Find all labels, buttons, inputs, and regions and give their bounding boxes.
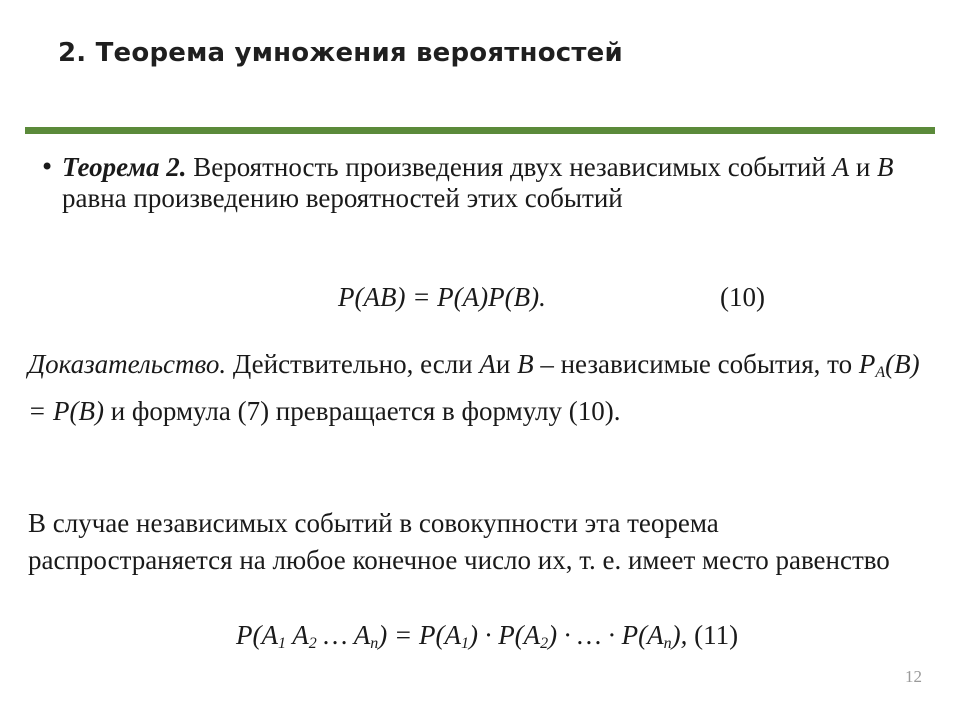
- f11-end: ),: [671, 620, 688, 650]
- proof-formula-p: P: [858, 349, 876, 379]
- formula-11-expression: [236, 620, 687, 650]
- generalization-paragraph: В случае независимых событий в совокупности эта теорема распространяется на любое конечное число их, т. е. имеет место равенство: [28, 508, 890, 575]
- theorem-text: [62, 152, 920, 214]
- f11-a2: A: [285, 620, 309, 650]
- proof-label: Доказательство.: [28, 349, 227, 379]
- proof-var-b: B –: [517, 349, 554, 379]
- proof-text-1: Действительно, если: [226, 349, 480, 379]
- proof-var-a: A: [479, 349, 496, 379]
- theorem-var-a: A: [832, 152, 850, 182]
- page-number: 12: [905, 667, 922, 686]
- slide-title: 2. Теорема умножения вероятностей: [58, 38, 623, 68]
- equation-number-10: (10): [720, 282, 765, 312]
- theorem-text-2: равна произведению вероятностей этих событий: [62, 183, 623, 213]
- f11-r1: 1: [460, 635, 469, 652]
- proof-paragraph: [28, 345, 928, 430]
- theorem-text-1: Вероятность произведения двух независимых событий: [186, 152, 833, 182]
- proof-text-3: и формула (7) превращается в формулу (10).: [103, 396, 621, 426]
- f11-m2: ) · … · P(A: [548, 620, 664, 650]
- theorem-bullet: [40, 152, 920, 214]
- bullet-dot-icon: •: [40, 153, 55, 181]
- f11-p1: P(A: [236, 620, 278, 650]
- f11-m1: ) · P(A: [468, 620, 541, 650]
- proof-formula-rest: (B) = P(B): [28, 349, 920, 426]
- formula-11: [236, 620, 738, 653]
- title-divider: [25, 127, 935, 134]
- formula-10: P(AB) = P(A)P(B).: [338, 282, 546, 312]
- equation-number-11: (11): [687, 620, 739, 650]
- f11-r2: 2: [540, 635, 549, 652]
- theorem-and: и: [849, 152, 878, 182]
- proof-and: и: [495, 349, 518, 379]
- proof-formula-sub: A: [875, 364, 886, 381]
- f11-rn: n: [663, 635, 672, 652]
- f11-s2: 2: [308, 635, 317, 652]
- f11-eq: ) = P(A: [378, 620, 461, 650]
- theorem-label: Теорема 2.: [62, 152, 187, 182]
- f11-sn: n: [370, 635, 379, 652]
- f11-s1: 1: [277, 635, 286, 652]
- f11-dots: … A: [316, 620, 371, 650]
- theorem-var-b: B: [877, 152, 894, 182]
- proof-text-2: независимые события, то: [553, 349, 859, 379]
